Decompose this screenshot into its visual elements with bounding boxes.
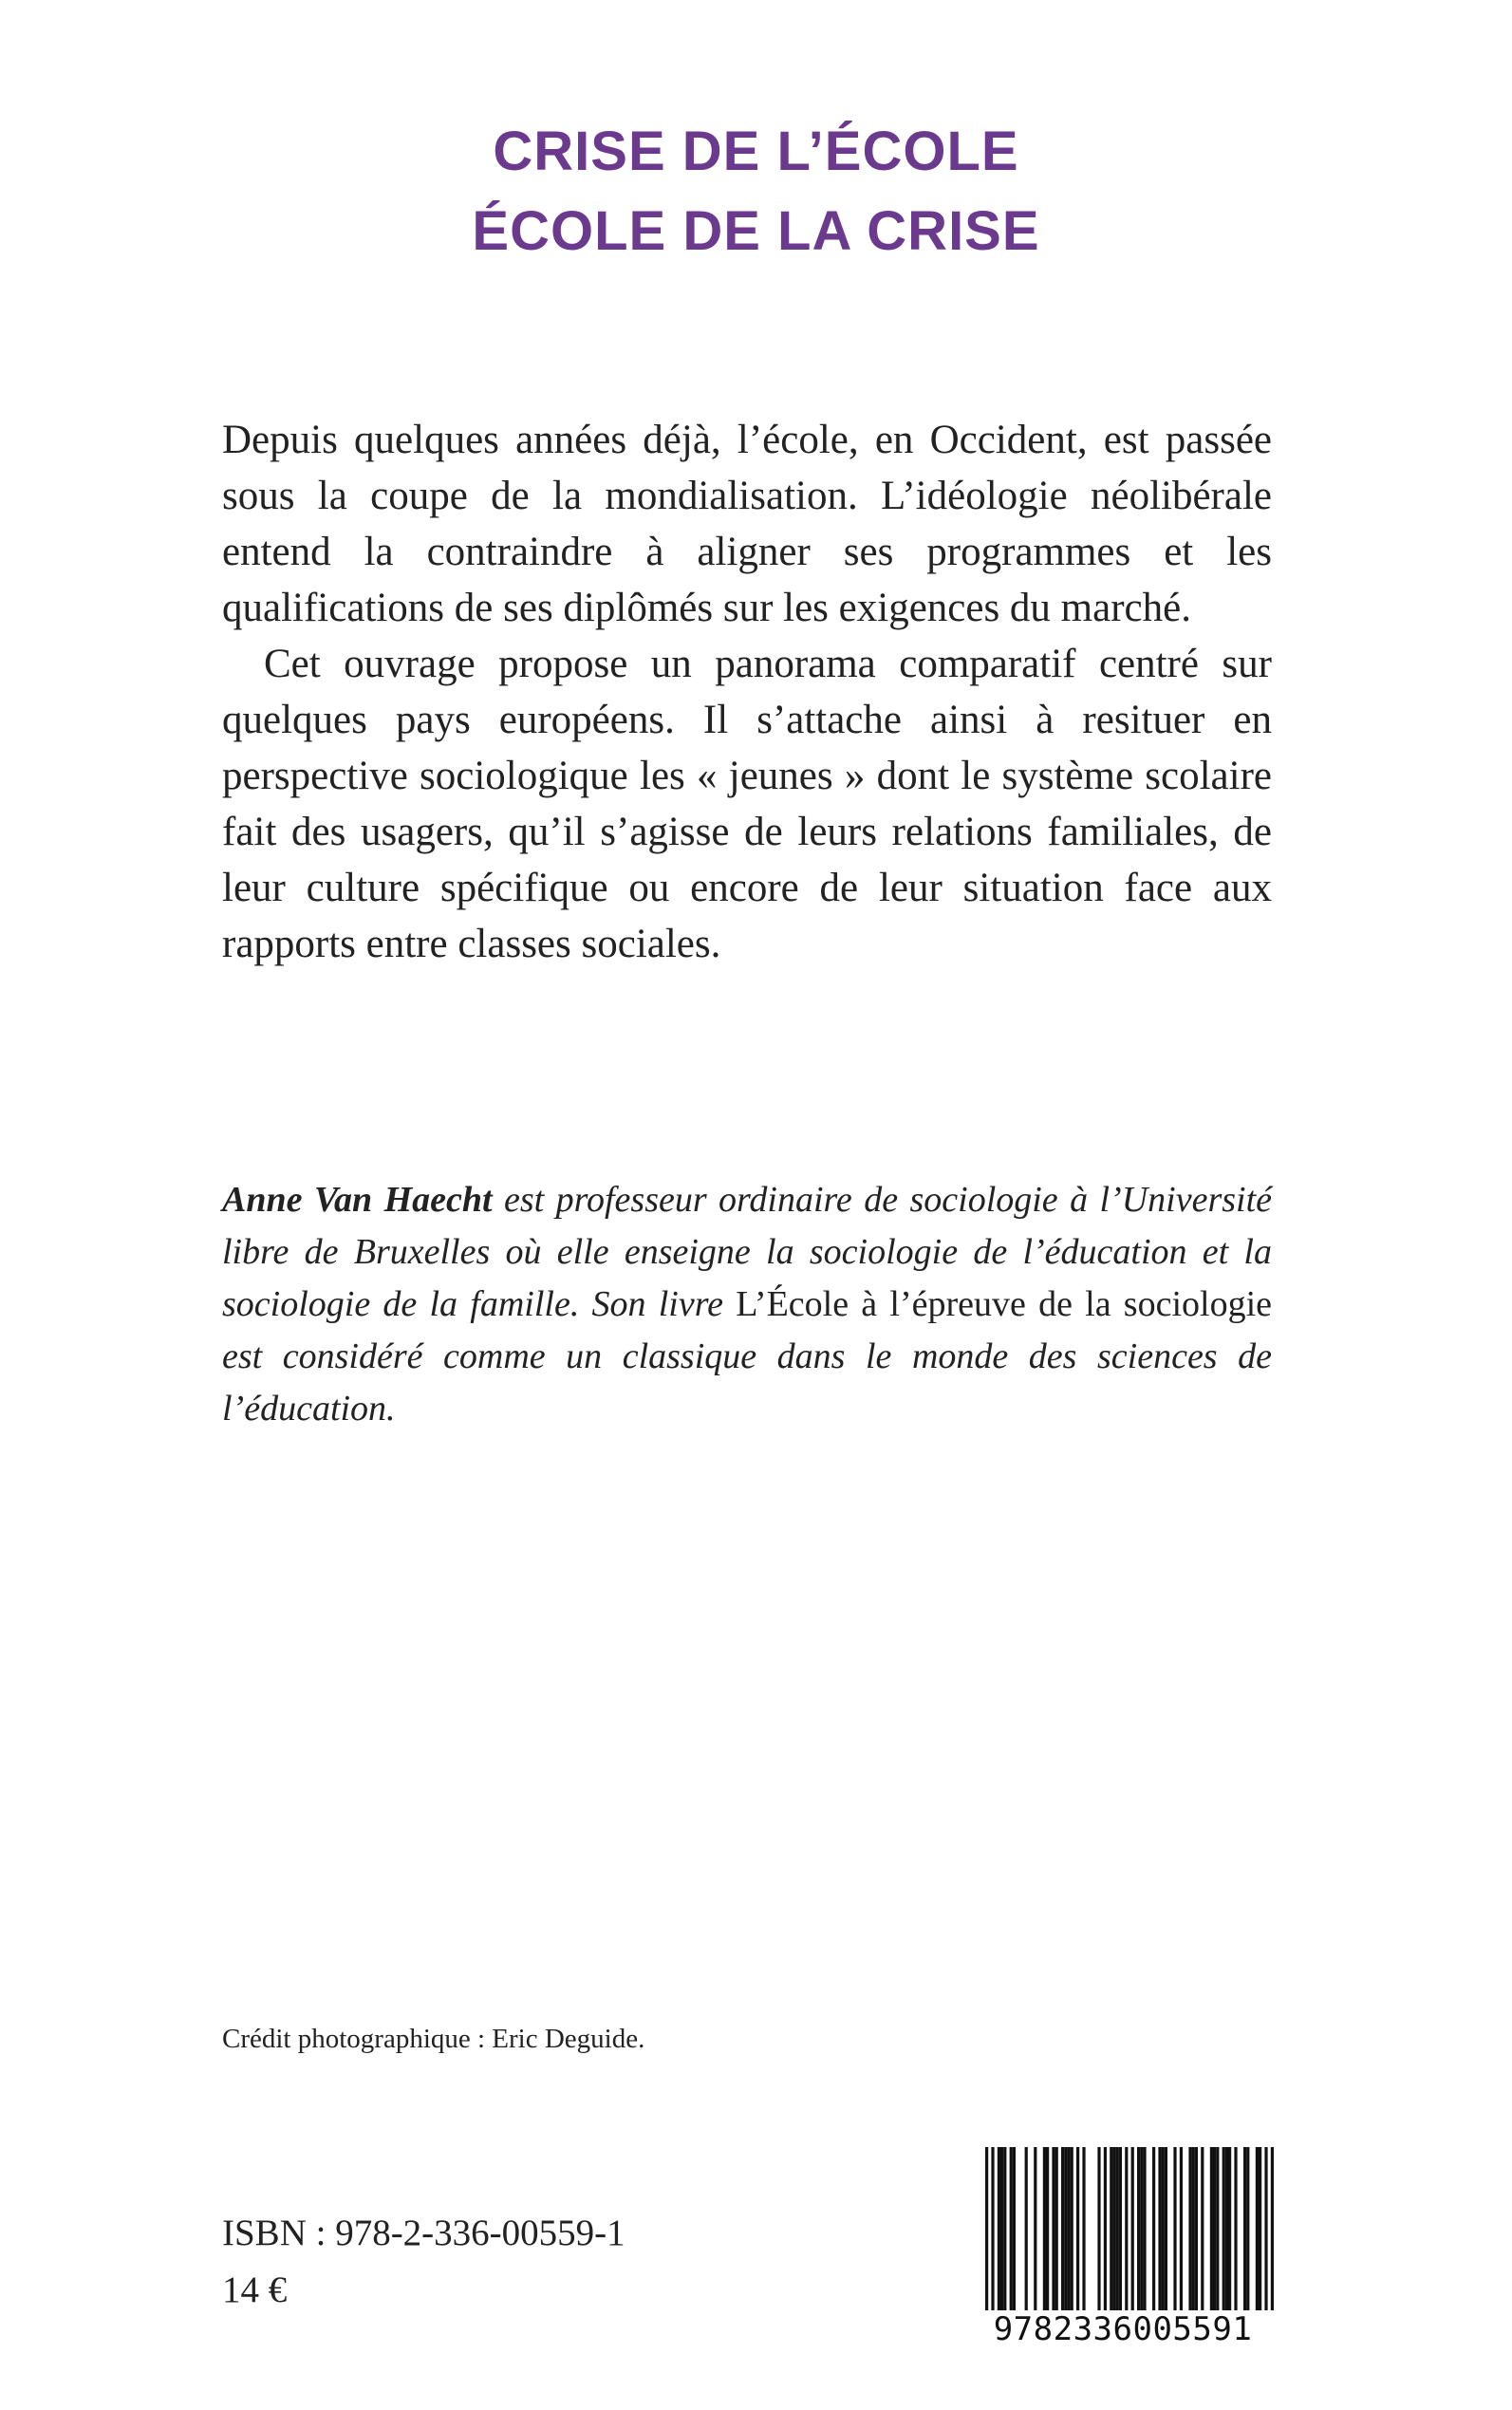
barcode-bar	[1210, 2147, 1213, 2314]
barcode-bar	[1256, 2147, 1259, 2314]
barcode-bar	[1000, 2147, 1003, 2314]
barcode-digits: 9782336005591	[966, 2310, 1279, 2348]
barcode-bar	[1246, 2147, 1249, 2314]
barcode-bar	[1064, 2147, 1067, 2314]
barcode-bar	[1234, 2147, 1237, 2314]
back-cover-blurb	[222, 412, 1272, 972]
author-bio-text	[222, 1174, 1272, 1435]
title-line-2: ÉCOLE DE LA CRISE	[472, 200, 1040, 262]
barcode-bar	[1152, 2147, 1155, 2314]
barcode-bar	[1097, 2147, 1100, 2314]
isbn: ISBN : 978-2-336-00559-1	[222, 2213, 625, 2253]
barcode-bar	[1140, 2147, 1143, 2314]
barcode-bar	[1188, 2147, 1191, 2314]
barcode-bar	[1034, 2147, 1036, 2314]
bio-book-title: L’École à l’épreuve de la sociologie	[736, 1284, 1272, 1324]
barcode-bar	[1192, 2147, 1195, 2314]
barcode-bar	[1137, 2147, 1140, 2314]
barcode-bar	[1216, 2147, 1219, 2314]
barcode-bar	[1043, 2147, 1046, 2314]
barcode-bar	[1158, 2147, 1161, 2314]
barcode-bar	[1110, 2147, 1112, 2314]
bio-text-1: est professeur ordinaire de sociologie à l’Université libre de Bruxelles où elle enseigne la sociologie de l’éducation et la sociologie de la famille. Son livre	[222, 1180, 1272, 1324]
barcode-bar	[1116, 2147, 1119, 2314]
barcode-bar	[1061, 2147, 1064, 2314]
barcode-bar	[1259, 2147, 1261, 2314]
barcode-bar	[1173, 2147, 1176, 2314]
barcode-bar	[1143, 2147, 1146, 2314]
barcode-bar	[1201, 2147, 1204, 2314]
barcode-bar	[1071, 2147, 1073, 2314]
barcode-bar	[1213, 2147, 1216, 2314]
blurb-paragraph-2: Cet ouvrage propose un panorama comparatif centré sur quelques pays européens. Il s’attache ainsi à resituer en perspective sociologique les « jeunes » dont le système scolaire fait des usagers, qu’il s’agisse de leurs relations familiales, de leur culture spécifique ou encore de leur situation face aux rapports entre classes sociales.	[222, 642, 1272, 966]
bio-text-2: est considéré comme un classique dans le monde des sciences de l’éducation.	[222, 1336, 1272, 1429]
barcode-bar	[1162, 2147, 1165, 2314]
barcode-bar	[1003, 2147, 1006, 2314]
title-line-1: CRISE DE L’ÉCOLE	[493, 121, 1019, 182]
barcode-bar	[1264, 2147, 1267, 2333]
barcode-bar	[1055, 2147, 1058, 2314]
barcode-bar	[998, 2147, 1000, 2314]
barcode-bar	[1119, 2147, 1122, 2314]
blurb-paragraph-1: Depuis quelques années déjà, l’école, en Occident, est passée sous la coupe de la mondialisation. L’idéologie néolibérale entend la contraindre à aligner ses programmes et les qualifications de ses diplômés sur les exigences du marché.	[222, 418, 1272, 630]
barcode-bar	[1165, 2147, 1167, 2314]
barcode-bar	[1025, 2147, 1028, 2314]
barcode-bar	[1243, 2147, 1246, 2314]
barcode-bar	[1052, 2147, 1055, 2314]
barcode-bar	[1195, 2147, 1198, 2314]
barcode-bar	[1010, 2147, 1013, 2314]
book-title	[0, 112, 1512, 271]
barcode-bar	[1076, 2147, 1079, 2314]
photo-credit: Crédit photographique : Eric Deguide.	[222, 2024, 645, 2054]
author-bio	[222, 1174, 1272, 1435]
barcode-bar	[1271, 2147, 1274, 2333]
author-name: Anne Van Haecht	[222, 1180, 493, 1220]
barcode-bar	[1082, 2147, 1085, 2314]
barcode	[966, 2141, 1279, 2350]
barcode-bar	[985, 2147, 988, 2333]
price: 14 €	[222, 2270, 288, 2310]
barcode-bar	[1046, 2147, 1049, 2314]
barcode-bar	[1125, 2147, 1128, 2333]
barcode-bar	[1223, 2147, 1225, 2314]
barcode-bar	[991, 2147, 994, 2333]
barcode-bar	[1067, 2147, 1070, 2314]
barcode-bar	[1104, 2147, 1107, 2314]
barcode-bar	[1013, 2147, 1016, 2314]
barcode-bar	[1228, 2147, 1231, 2314]
barcode-bar	[1180, 2147, 1183, 2314]
barcode-bar	[1225, 2147, 1228, 2314]
barcode-bar	[1112, 2147, 1115, 2314]
barcode-bar	[1131, 2147, 1134, 2333]
